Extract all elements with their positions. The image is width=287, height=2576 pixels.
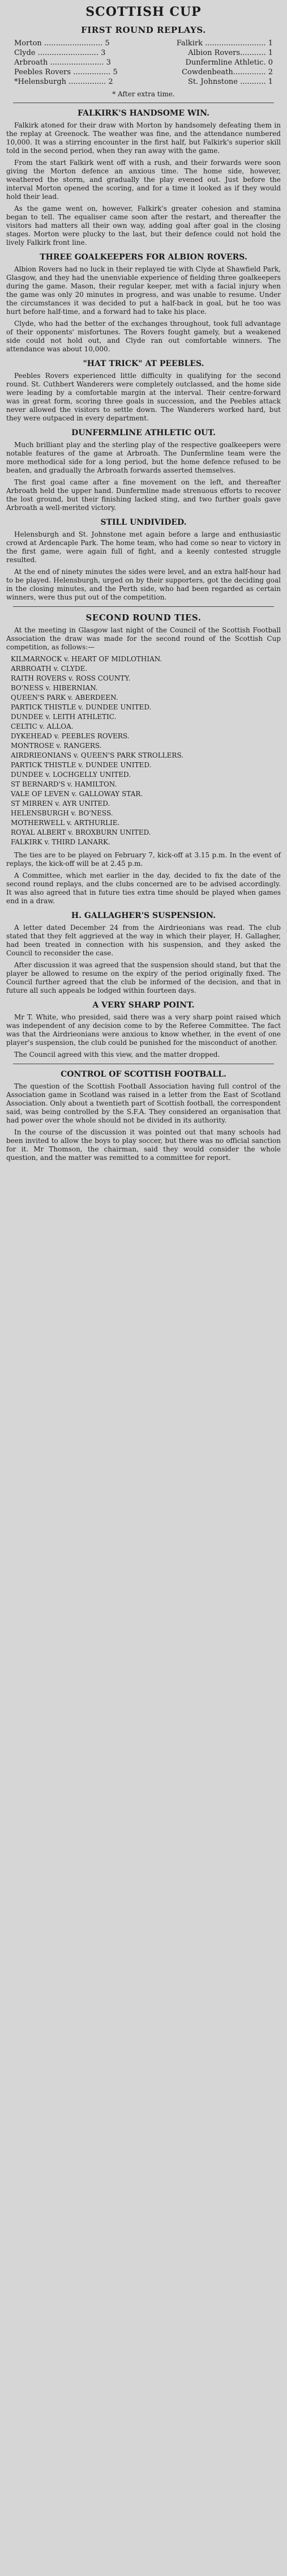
result-row: Arbroath ....................... 3 Dunfermline Athletic. 0: [14, 58, 273, 67]
paragraph: Peebles Rovers experienced little difficulty in qualifying for the second round. St. Cuthbert Wanderers were completely outclassed, and the home side were leading by a comfortable margin at the interval. Their centre-forward was in great form, scoring three goals in succession, and the Peebles attack never allowed the visitors to settle down. The Wanderers worked hard, but they were outpaced in every department.: [6, 372, 281, 422]
result-row: Peebles Rovers ................ 5 Cowdenbeath.............. 2: [14, 68, 273, 76]
paragraph: Much brilliant play and the sterling play of the respective goalkeepers were notable features of the game at Arbroath. The Dunfermline team were the more methodical side for a long period, but the home defence refused to be beaten, and gradually the Arbroath forwards asserted themselves.: [6, 441, 281, 474]
section-heading: THREE GOALKEEPERS FOR ALBION ROVERS.: [40, 253, 247, 262]
paragraph: In the course of the discussion it was pointed out that many schools had been invited to allow the boys to play soccer, but there was no official sanction for it. Mr Thomson, the chairman, said they would consider the whole question, and the matter was remitted to a committee for report.: [6, 1128, 281, 1162]
extra-time-note: * After extra time.: [112, 90, 175, 98]
paragraph: The Council agreed with this view, and the matter dropped.: [14, 1051, 220, 1059]
tie: MONTROSE v. RANGERS.: [11, 742, 102, 750]
result-row: Morton ......................... 5 Falkirk .......................... 1: [14, 39, 273, 48]
paragraph: At the end of ninety minutes the sides were level, and an extra half-hour had to be played. Helensburgh, urged on by their supporters, got the deciding goal in the closing minutes, and the Perth side, who had been regarded as certain winners, were thus put out of the competition.: [6, 568, 281, 601]
tie: HELENSBURGH v. BO'NESS.: [11, 809, 113, 817]
tie: QUEEN'S PARK v. ABERDEEN.: [11, 694, 118, 702]
newspaper-page: [3, 0, 284, 1162]
tie: DUNDEE v. LOCHGELLY UNITED.: [11, 771, 131, 779]
masthead: SCOTTISH CUP: [85, 5, 202, 19]
tie: DYKEHEAD v. PEEBLES ROVERS.: [11, 732, 130, 740]
tie: AIRDRIEONIANS v. QUEEN'S PARK STROLLERS.: [11, 751, 184, 759]
paragraph: Clyde, who had the better of the exchanges throughout, took full advantage of their opponents' misfortunes. The Rovers fought gamely, but a weakened side could not hold out, and Clyde ran out comfortable winners. The attendance was about 10,000.: [6, 320, 281, 353]
section-heading: A VERY SHARP POINT.: [92, 1001, 195, 1010]
paragraph: Mr T. White, who presided, said there was a very sharp point raised which was independent of any decision come to by the Referee Committee. The fact was that the Airdrieonians were anxious to know whether, in the event of one player's suspension, the club could be punished for the misconduct of another.: [6, 1013, 281, 1047]
paragraph: At the meeting in Glasgow last night of the Council of the Scottish Football Association the draw was made for the second round of the Scottish Cup competition, as follows:—: [6, 626, 281, 651]
paragraph: The question of the Scottish Football Association having full control of the Association game in Scotland was raised in a letter from the East of Scotland Association. Only about a twentieth part of Scottish football, the correspondent said, was being controlled by the S.F.A. They considered an organisation that had power over the whole should not be divided in its authority.: [6, 1082, 281, 1124]
paragraph: From the start Falkirk went off with a rush, and their forwards were soon giving the Morton defence an anxious time. The home side, however, weathered the storm, and gradually the play evened out. Just before the interval Morton opened the scoring, and for a time it looked as if they would hold their lead.: [6, 159, 281, 201]
section-heading: H. GALLAGHER'S SUSPENSION.: [71, 911, 216, 920]
tie: CELTIC v. ALLOA.: [11, 722, 74, 730]
tie: DUNDEE v. LEITH ATHLETIC.: [11, 713, 117, 721]
tie: ROYAL ALBERT v. BROXBURN UNITED.: [11, 828, 151, 836]
tie: BO'NESS v. HIBERNIAN.: [11, 684, 98, 692]
paragraph: Albion Rovers had no luck in their replayed tie with Clyde at Shawfield Park, Glasgow, and they had the unenviable experience of fielding three goalkeepers during the game. Mason, their regular keeper, met with a facial injury when the game was only 20 minutes in progress, and was unable to resume. Under the circumstances it was decided to put a half-back in goal, but he too was hurt before half-time, and a forward had to take his place.: [6, 265, 281, 316]
tie: RAITH ROVERS v. ROSS COUNTY.: [11, 674, 131, 682]
section-heading: DUNFERMLINE ATHLETIC OUT.: [71, 428, 216, 437]
paragraph: A Committee, which met earlier in the day, decided to fix the date of the second round replays, and the clubs concerned are to be advised accordingly. It was also agreed that in future ties extra time should be played when games end in a draw.: [6, 872, 281, 905]
tie: KILMARNOCK v. HEART OF MIDLOTHIAN.: [11, 655, 162, 663]
paragraph: Falkirk atoned for their draw with Morton by handsomely defeating them in the replay at Greenock. The weather was fine, and the attendance numbered 10,000. It was a stirring encounter in the first half, but Falkirk's superior skill told in the second period, when they ran away with the game.: [6, 121, 281, 155]
result-row: Clyde .......................... 3 Albion Rovers........... 1: [14, 49, 273, 57]
tie: ST BERNARD'S v. HAMILTON.: [11, 780, 117, 788]
divider: [13, 606, 274, 607]
tie: PARTICK THISTLE v. DUNDEE UNITED.: [11, 703, 152, 711]
tie: FALKIRK v. THIRD LANARK.: [11, 838, 110, 846]
replays-heading: FIRST ROUND REPLAYS.: [81, 25, 206, 35]
tie: ST MIRREN v. AYR UNITED.: [11, 800, 110, 807]
paragraph: As the game went on, however, Falkirk's greater cohesion and stamina began to tell. The equaliser came soon after the restart, and thereafter the visitors had matters all their own way, adding goal after goal in the closing stages. Morton were plucky to the last, but their defence could not hold the lively Falkirk front line.: [6, 205, 281, 246]
paragraph: After discussion it was agreed that the suspension should stand, but that the player be allowed to resume on the expiry of the period originally fixed. The Council further agreed that the club be informed of the decision, and that in future all such appeals be lodged within fourteen days.: [6, 961, 281, 994]
ties-list: [11, 655, 276, 847]
paragraph: The ties are to be played on February 7, kick-off at 3.15 p.m. In the event of replays, the kick-off will be at 2.45 p.m.: [6, 851, 281, 868]
paragraph: The first goal came after a fine movement on the left, and thereafter Arbroath held the upper hand. Dunfermline made strenuous efforts to recover the lost ground, but their finishing lacked sting, and two further goals gave Arbroath a well-merited victory.: [6, 478, 281, 512]
replays-results: [14, 39, 273, 87]
tie: PARTICK THISTLE v. DUNDEE UNITED.: [11, 761, 152, 769]
paragraph: Helensburgh and St. Johnstone met again before a large and enthusiastic crowd at Ardencaple Park. The home team, who had come so near to victory in the first game, were again full of fight, and a keenly contested struggle resulted.: [6, 530, 281, 564]
section-heading: FALKIRK'S HANDSOME WIN.: [77, 109, 210, 118]
result-row: *Helensburgh ................ 2 St. Johnstone ........... 1: [14, 78, 273, 86]
tie: ARBROATH v. CLYDE.: [11, 665, 88, 673]
tie: MOTHERWELL v. ARTHURLIE.: [11, 819, 120, 827]
section-heading: SECOND ROUND TIES.: [85, 613, 202, 623]
paragraph: A letter dated December 24 from the Airdrieonians was read. The club stated that they felt aggrieved at the way in which their player, H. Gallagher, had been treated in connection with his suspension, and they asked the Council to reconsider the case.: [6, 924, 281, 957]
section-heading: CONTROL OF SCOTTISH FOOTBALL.: [61, 1070, 226, 1079]
tie: VALE OF LEVEN v. GALLOWAY STAR.: [11, 790, 143, 798]
section-heading: STILL UNDIVIDED.: [100, 518, 187, 527]
section-heading: "HAT TRICK" AT PEEBLES.: [83, 359, 204, 368]
